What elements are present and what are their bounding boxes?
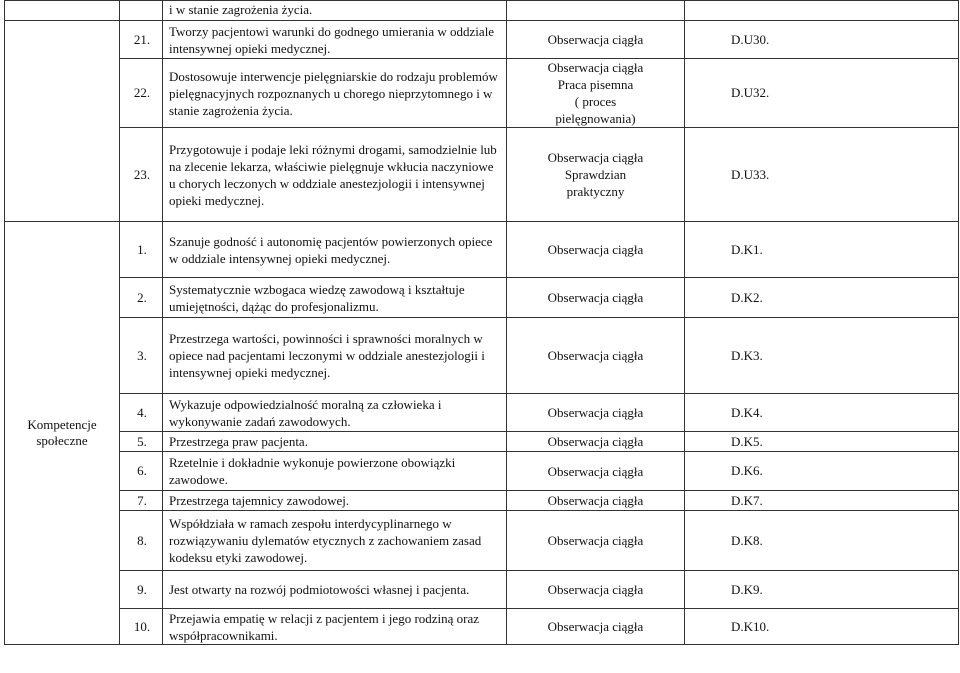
row-method: Obserwacja ciągła (507, 511, 685, 571)
row-method: Obserwacja ciągła (507, 222, 685, 278)
row-description: Rzetelnie i dokładnie wykonuje powierzone obowiązki zawodowe. (163, 452, 507, 491)
section-cell-upper (5, 1, 120, 21)
row-method: Obserwacja ciągła (507, 491, 685, 511)
competency-table (4, 0, 959, 645)
row-description: Przestrzega praw pacjenta. (163, 432, 507, 452)
row-number: 10. (120, 609, 163, 645)
row-method: Obserwacja ciągła (507, 318, 685, 394)
table-row-continuation (5, 1, 959, 21)
row-code: D.K8. (685, 511, 959, 571)
row-description: Przejawia empatię w relacji z pacjentem i jego rodziną oraz współpracownikami. (163, 609, 507, 645)
row-number: 7. (120, 491, 163, 511)
row-code: D.U30. (685, 21, 959, 59)
row-method: Obserwacja ciągła (507, 21, 685, 59)
row-code: D.K2. (685, 278, 959, 318)
row-code: D.K5. (685, 432, 959, 452)
row-method: Obserwacja ciągła (507, 452, 685, 491)
row-number: 6. (120, 452, 163, 491)
table-row (5, 59, 959, 128)
row-method: Obserwacja ciągła (507, 609, 685, 645)
table-row (5, 318, 959, 394)
row-code: D.K1. (685, 222, 959, 278)
row-code: D.K7. (685, 491, 959, 511)
row-description: Systematycznie wzbogaca wiedzę zawodową i kształtuje umiejętności, dążąc do profesjonalizmu. (163, 278, 507, 318)
row-description: Dostosowuje interwencje pielęgniarskie do rodzaju problemów pielęgnacyjnych rozpoznanych u chorego nieprzytomnego i w stanie zagrożenia życia. (163, 59, 507, 128)
row-code: D.U33. (685, 128, 959, 222)
row-number: 9. (120, 571, 163, 609)
row-number: 8. (120, 511, 163, 571)
row-number: 23. (120, 128, 163, 222)
table-row (5, 21, 959, 59)
row-code: D.K6. (685, 452, 959, 491)
row-code: D.U32. (685, 59, 959, 128)
table-row (5, 222, 959, 278)
row-code (685, 1, 959, 21)
row-method: Obserwacja ciągła Praca pisemna ( proces pielęgnowania) (507, 59, 685, 128)
row-description: i w stanie zagrożenia życia. (163, 1, 507, 21)
row-number: 1. (120, 222, 163, 278)
row-method: Obserwacja ciągła (507, 571, 685, 609)
row-number: 21. (120, 21, 163, 59)
row-description: Jest otwarty na rozwój podmiotowości własnej i pacjenta. (163, 571, 507, 609)
table-row (5, 432, 959, 452)
table-row (5, 511, 959, 571)
row-number: 5. (120, 432, 163, 452)
row-description: Szanuje godność i autonomię pacjentów powierzonych opiece w oddziale intensywnej opieki medycznej. (163, 222, 507, 278)
table-row (5, 278, 959, 318)
table-row (5, 571, 959, 609)
row-method: Obserwacja ciągła (507, 278, 685, 318)
row-code: D.K4. (685, 394, 959, 432)
row-description: Tworzy pacjentowi warunki do godnego umierania w oddziale intensywnej opieki medycznej. (163, 21, 507, 59)
table-row (5, 394, 959, 432)
row-number (120, 1, 163, 21)
row-method (507, 1, 685, 21)
section-label: Kompetencje społeczne (5, 222, 120, 645)
row-method: Obserwacja ciągła (507, 432, 685, 452)
row-description: Przestrzega wartości, powinności i sprawności moralnych w opiece nad pacjentami leczonymi w oddziale anestezjologii i intensywnej opieki medycznej. (163, 318, 507, 394)
section-cell-upper (5, 21, 120, 222)
table-row (5, 452, 959, 491)
row-description: Współdziała w ramach zespołu interdycyplinarnego w rozwiązywaniu dylematów etycznych z zachowaniem zasad kodeksu etyki zawodowej. (163, 511, 507, 571)
row-number: 22. (120, 59, 163, 128)
row-description: Wykazuje odpowiedzialność moralną za człowieka i wykonywanie zadań zawodowych. (163, 394, 507, 432)
row-number: 2. (120, 278, 163, 318)
row-number: 3. (120, 318, 163, 394)
table-row (5, 609, 959, 645)
row-description: Przygotowuje i podaje leki różnymi drogami, samodzielnie lub na zlecenie lekarza, właściwie pielęgnuje wkłucia naczyniowe u chorych leczonych w oddziale anestezjologii i intensywnej opieki medycznej. (163, 128, 507, 222)
row-description: Przestrzega tajemnicy zawodowej. (163, 491, 507, 511)
row-number: 4. (120, 394, 163, 432)
table-row (5, 491, 959, 511)
row-method: Obserwacja ciągła (507, 394, 685, 432)
row-code: D.K3. (685, 318, 959, 394)
row-code: D.K9. (685, 571, 959, 609)
row-code: D.K10. (685, 609, 959, 645)
row-method: Obserwacja ciągła Sprawdzian praktyczny (507, 128, 685, 222)
table-row (5, 128, 959, 222)
